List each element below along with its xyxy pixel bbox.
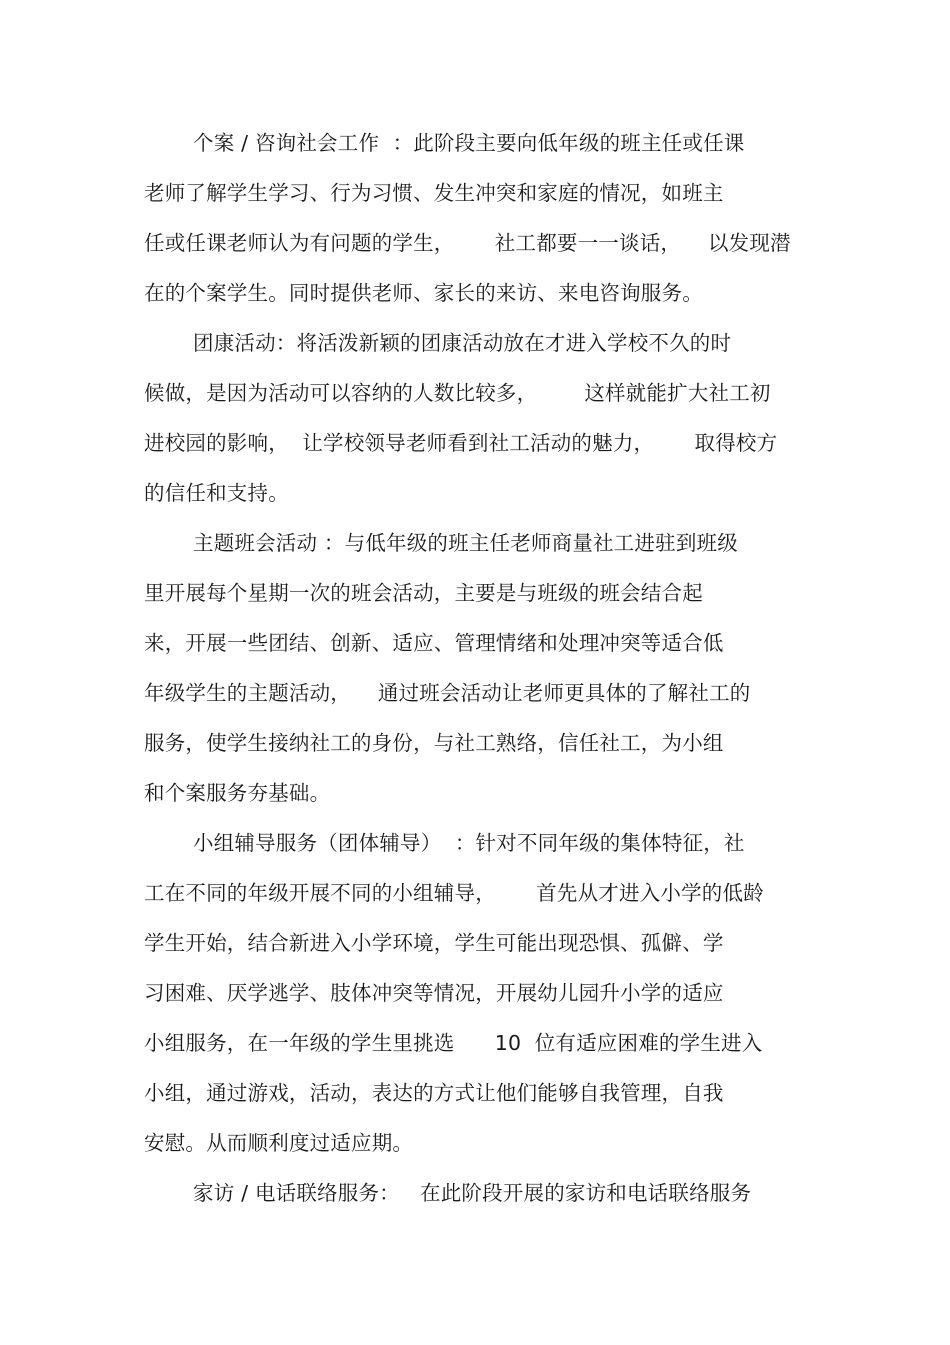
text-line: 进校园的影响， 让学校领导老师看到社工活动的魅力， 取得校方 bbox=[144, 431, 778, 455]
text-line: 在的个案学生。同时提供老师、家长的来访、来电咨询服务。 bbox=[144, 281, 703, 305]
text-line: 小组服务，在一年级的学生里挑选 10 位有适应困难的学生进入 bbox=[144, 1031, 763, 1055]
text-line: 安慰。从而顺利度过适应期。 bbox=[144, 1131, 414, 1155]
text-line: 学生开始，结合新进入小学环境，学生可能出现恐惧、孤僻、学 bbox=[144, 931, 724, 955]
text-line: 任或任课老师认为有问题的学生， 社工都要一一谈话， 以发现潜 bbox=[144, 231, 791, 255]
text-line: 小组，通过游戏，活动，表达的方式让他们能够自我管理，自我 bbox=[144, 1081, 724, 1105]
text-line: 工在不同的年级开展不同的小组辅导， 首先从才进入小学的低龄 bbox=[144, 881, 764, 905]
text-line: 里开展每个星期一次的班会活动，主要是与班级的班会结合起 bbox=[144, 581, 703, 605]
text-line: 候做，是因为活动可以容纳的人数比较多， 这样就能扩大社工初 bbox=[144, 381, 771, 405]
text-line: 个案 / 咨询社会工作 ：此阶段主要向低年级的班主任或任课 bbox=[193, 131, 745, 155]
text-line: 来，开展一些团结、创新、适应、管理情绪和处理冲突等适合低 bbox=[144, 631, 724, 655]
text-line: 老师了解学生学习、行为习惯、发生冲突和家庭的情况，如班主 bbox=[144, 181, 724, 205]
text-line: 主题班会活动 ：与低年级的班主任老师商量社工进驻到班级 bbox=[193, 531, 738, 555]
text-line: 年级学生的主题活动， 通过班会活动让老师更具体的了解社工的 bbox=[144, 681, 751, 705]
text-line: 家访 / 电话联络服务： 在此阶段开展的家访和电话联络服务 bbox=[193, 1181, 752, 1205]
text-line: 的信任和支持。 bbox=[144, 481, 289, 505]
text-line: 服务，使学生接纳社工的身份，与社工熟络，信任社工，为小组 bbox=[144, 731, 724, 755]
text-line: 和个案服务夯基础。 bbox=[144, 781, 331, 805]
text-line: 团康活动：将活泼新颖的团康活动放在才进入学校不久的时 bbox=[193, 331, 732, 355]
text-line: 小组辅导服务（团体辅导） ：针对不同年级的集体特征，社 bbox=[193, 831, 745, 855]
text-line: 习困难、厌学逃学、肢体冲突等情况，开展幼儿园升小学的适应 bbox=[144, 981, 724, 1005]
